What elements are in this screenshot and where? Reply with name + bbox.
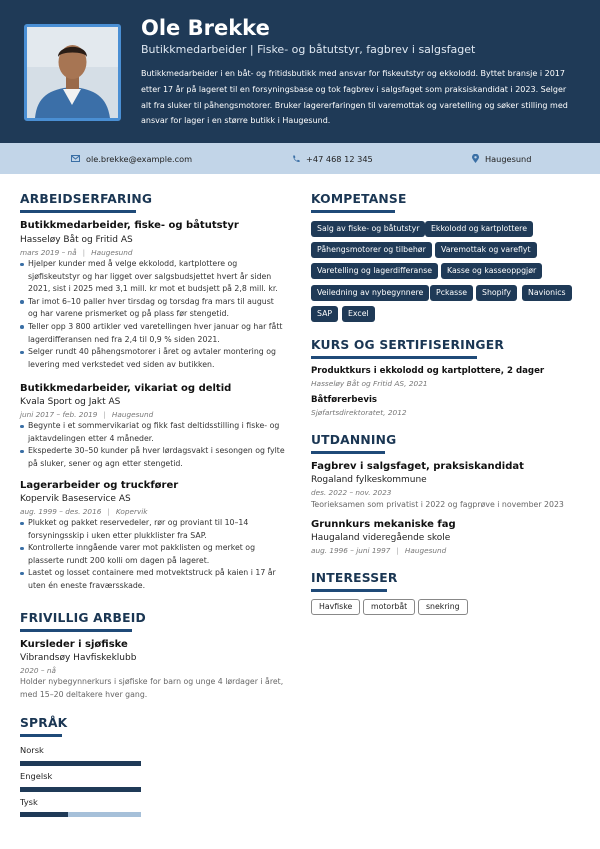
skill-chip: SAP <box>311 306 338 322</box>
job-location: Kopervik <box>115 507 148 516</box>
job-location: Haugesund <box>111 410 154 419</box>
person-name: Ole Brekke <box>141 16 270 40</box>
job-bullets <box>20 420 295 470</box>
summary-line: Butikkmedarbeider i en båt- og fritidsbutikk med ansvar for fiskeutstyr og ekkolodd. Byttet bransje i 2017 <box>141 69 565 78</box>
language-name: Norsk <box>20 745 44 755</box>
interest-chip: motorbåt <box>363 599 415 615</box>
header <box>0 0 600 143</box>
map-pin-icon <box>472 154 479 163</box>
skill-chip: Varetelling og lagerdifferanse <box>311 263 438 279</box>
job-period: juni 2017 – feb. 2019 <box>20 410 98 419</box>
headline: Butikkmedarbeider | Fiske- og båtutstyr, fagbrev i salgsfaget <box>141 43 476 56</box>
phone-text: +47 468 12 345 <box>306 153 373 164</box>
job-bullets <box>20 258 295 371</box>
skill-chip: Kasse og kasseoppgjør <box>441 263 542 279</box>
volunteer-desc: Holder nybegynnerkurs i sjøfiske for barn og unge 4 lørdager i året, med 15–20 deltakere hver gang. <box>20 677 284 699</box>
skill-chip: Veiledning av nybegynnere <box>311 285 429 301</box>
job-title: Lagerarbeider og truckfører <box>20 480 179 491</box>
volunteer-period: 2020 – nå <box>20 666 56 675</box>
courses-heading: KURS OG SERTIFISERINGER <box>311 338 504 352</box>
language-level-fill <box>20 812 68 817</box>
skill-chip: Excel <box>342 306 375 322</box>
course-meta: Hasseløy Båt og Fritid AS, 2021 <box>311 379 428 388</box>
section-rule <box>20 734 62 737</box>
email-text: ole.brekke@example.com <box>86 153 193 164</box>
course-title: Produktkurs i ekkolodd og kartplottere, 2 dager <box>311 366 545 376</box>
bullet: Hjelper kunder med å velge ekkolodd, kartplottere og sjøfiskeutstyr og har ligget over salgsbudsjettet hvert år siden 2021, sist i 2025 med 3,1 mill. kr mot et budsjett på 2,8 mill. kr. <box>20 258 295 296</box>
job-location: Haugesund <box>91 248 133 257</box>
job-meta: juni 2017 – feb. 2019 | Haugesund <box>20 410 154 419</box>
job-company: Hasseløy Båt og Fritid AS <box>20 235 133 245</box>
job-company: Kvala Sport og Jakt AS <box>20 397 121 407</box>
skill-chip: Navionics <box>522 285 572 301</box>
language-level-bar <box>20 812 141 817</box>
section-rule <box>311 210 395 213</box>
job-period: aug. 1999 – des. 2016 <box>20 507 102 516</box>
contact-phone[interactable] <box>292 143 373 174</box>
volunteer-title: Kursleder i sjøfiske <box>20 639 128 650</box>
education-heading: UTDANNING <box>311 433 397 447</box>
volunteer-org: Vibrandsøy Havfiskeklubb <box>20 653 137 663</box>
interest-chip: snekring <box>418 599 468 615</box>
contact-location <box>472 143 531 174</box>
mail-icon <box>71 155 80 162</box>
interest-chip: Havfiske <box>311 599 360 615</box>
course-meta: Sjøfartsdirektoratet, 2012 <box>311 408 407 417</box>
section-rule <box>20 210 136 213</box>
volunteer-heading: FRIVILLIG ARBEID <box>20 611 146 625</box>
skill-chip: Pckasse <box>430 285 473 301</box>
education-meta: aug. 1996 – juni 1997 | Haugesund <box>311 546 447 555</box>
education-period: des. 2022 – nov. 2023 <box>311 488 392 497</box>
language-level-fill <box>20 761 141 766</box>
summary-line: ansvar for lager i en større butikk i Haugesund. <box>141 116 331 126</box>
job-bullets <box>20 517 295 593</box>
language-name: Tysk <box>20 797 38 807</box>
section-rule <box>311 356 477 359</box>
job-title: Butikkmedarbeider, fiske- og båtutstyr <box>20 220 239 231</box>
languages-heading: SPRÅK <box>20 716 68 730</box>
language-level-bar <box>20 787 141 792</box>
bullet: Begynte i et sommervikariat og fikk fast deltidsstilling i fiske- og jaktavdelingen etter 4 måneder. <box>20 420 295 445</box>
bullet: Selger rundt 40 påhengsmotorer i året og avtaler montering og levering med verkstedet ved siden av butikken. <box>20 346 295 371</box>
language-level-fill <box>20 787 141 792</box>
education-school: Rogaland fylkeskommune <box>311 475 427 485</box>
bullet: Kontrollerte inngående varer mot pakklisten og merket og plasserte rundt 200 kolli om dagen på lageret. <box>20 542 295 567</box>
language-level-bar <box>20 761 141 766</box>
education-desc: Teorieksamen som privatist i 2022 og fagprøve i november 2023 <box>311 500 564 509</box>
summary-line: alt fra sluker til påhengsmotorer. Bruker lagererfaringen til varemottak og varetelling og søker stilling med <box>141 100 568 110</box>
bullet: Ekspederte 30–50 kunder på hver lørdagsvakt i sesongen og fylte på sluker, sener og agn etter stengetid. <box>20 445 295 470</box>
section-rule <box>20 629 132 632</box>
education-period: aug. 1996 – juni 1997 <box>311 546 391 555</box>
location-text: Haugesund <box>485 153 532 164</box>
section-rule <box>311 589 387 592</box>
skill-chip: Salg av fiske- og båtutstyr <box>311 221 425 237</box>
education-title: Fagbrev i salgsfaget, praksiskandidat <box>311 461 524 472</box>
bullet: Tar imot 6–10 paller hver tirsdag og torsdag fra mars til august og har varene prismerket og på plass før stengetid. <box>20 296 295 321</box>
course-title: Båtførerbevis <box>311 395 378 405</box>
job-period: mars 2019 – nå <box>20 248 77 257</box>
section-rule <box>311 451 385 454</box>
summary-line: etter 17 år på lageret til en forsyningsbase og tok fagbrev i salgsfaget som praksiskandidat i 2023. Selger <box>141 84 567 94</box>
contact-email[interactable] <box>71 143 192 174</box>
education-location: Haugesund <box>404 546 447 555</box>
profile-photo <box>24 24 121 121</box>
skill-chip: Ekkolodd og kartplottere <box>425 221 533 237</box>
skills-heading: KOMPETANSE <box>311 192 407 206</box>
education-school: Haugaland videregående skole <box>311 533 451 543</box>
job-company: Kopervik Baseservice AS <box>20 494 131 504</box>
skill-chip: Påhengsmotorer og tilbehør <box>311 242 432 258</box>
summary <box>141 66 581 129</box>
contact-bar <box>0 143 600 174</box>
person-photo-icon <box>27 27 118 118</box>
experience-heading: ARBEIDSERFARING <box>20 192 153 206</box>
skill-chip: Shopify <box>476 285 517 301</box>
bullet: Plukket og pakket reservedeler, rør og proviant til 10–14 forsyningsskip i uken etter plukklister fra SAP. <box>20 517 295 542</box>
bullet: Teller opp 3 800 artikler ved varetellingen hver januar og har fått lagerdifferansen ned fra 2,4 til 0,9 % siden 2021. <box>20 321 295 346</box>
bullet: Lastet og losset containere med motvektstruck på kaien i 17 år uten én eneste fraværsskade. <box>20 567 295 592</box>
job-meta: aug. 1999 – des. 2016 | Kopervik <box>20 507 148 516</box>
phone-icon <box>292 155 300 163</box>
education-title: Grunnkurs mekaniske fag <box>311 519 456 530</box>
skill-chip: Varemottak og vareflyt <box>435 242 537 258</box>
interests-heading: INTERESSER <box>311 571 398 585</box>
language-name: Engelsk <box>20 771 53 781</box>
job-title: Butikkmedarbeider, vikariat og deltid <box>20 383 232 394</box>
job-meta: mars 2019 – nå | Haugesund <box>20 248 133 257</box>
